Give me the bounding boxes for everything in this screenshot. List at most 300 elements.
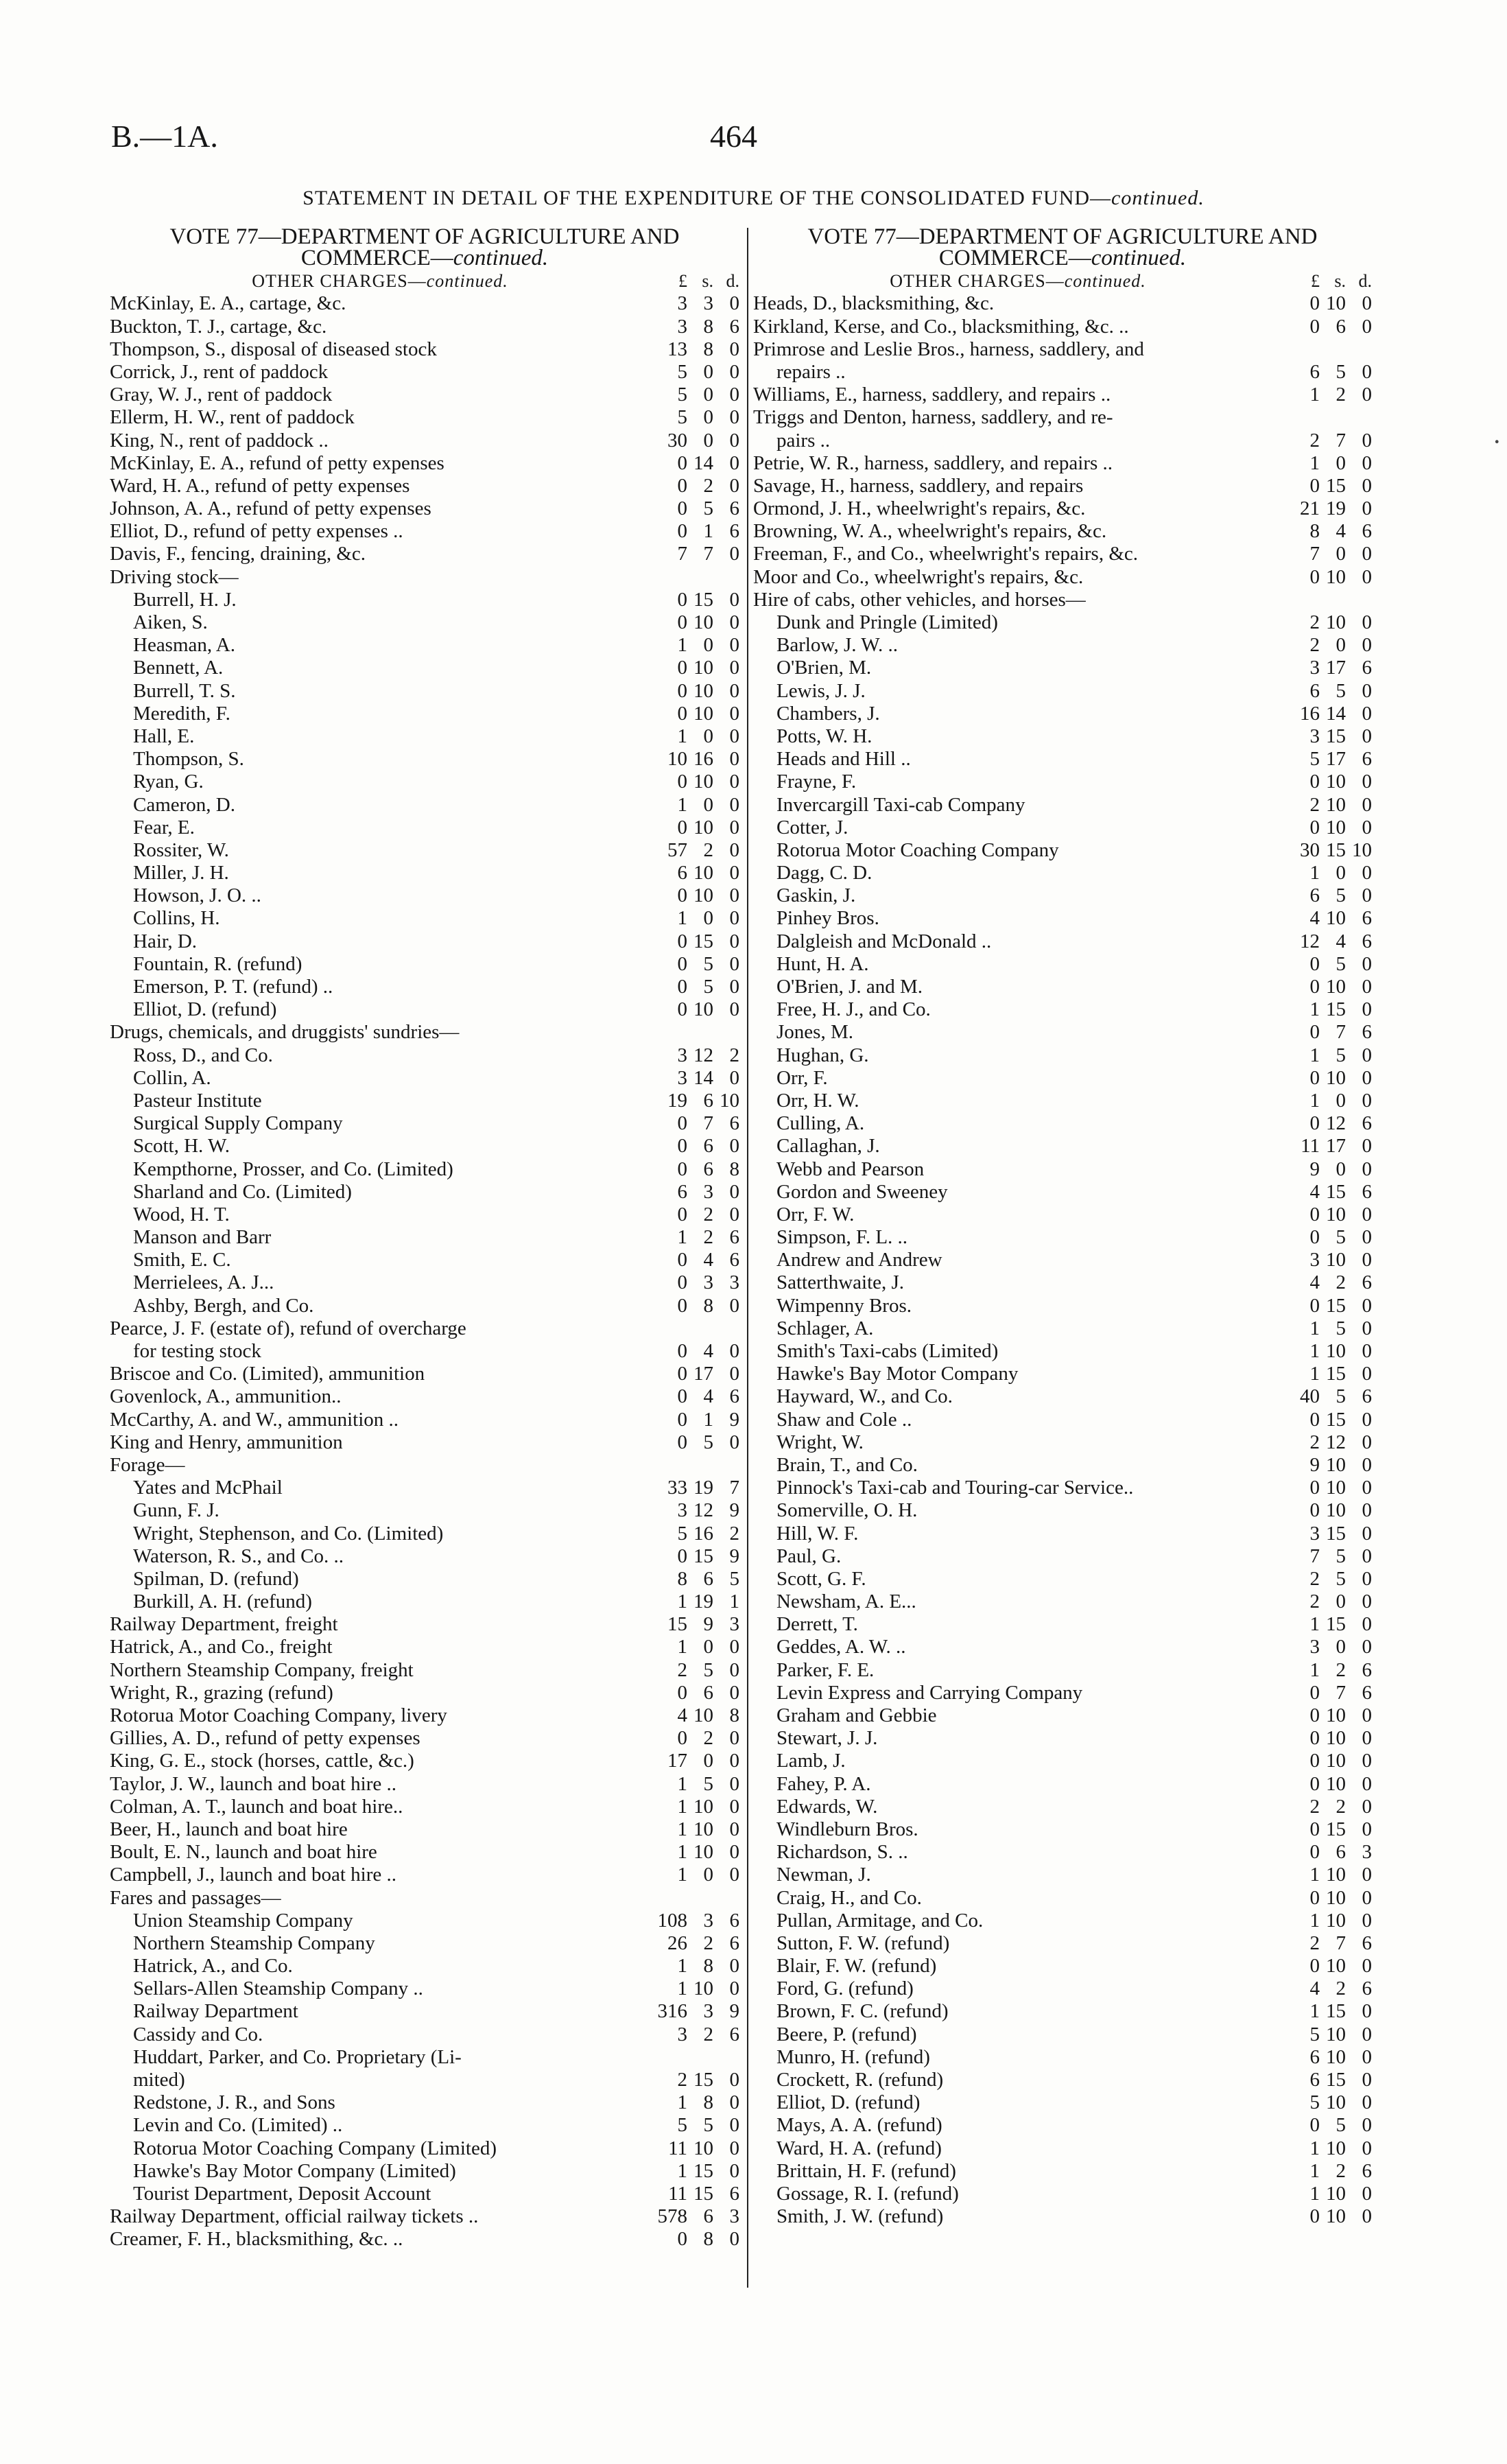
ledger-row (753, 861, 1372, 884)
right-vote-line1: VOTE 77—DEPARTMENT OF AGRICULTURE AND (807, 224, 1318, 249)
entry-label: Pinnock's Taxi-cab and Touring-car Service.. (776, 1477, 1134, 1499)
amount-pounds: 0 (677, 1681, 687, 1704)
entry-label: Schlager, A. (776, 1317, 874, 1339)
amount-pounds: 0 (677, 611, 687, 633)
entry-label: Primrose and Leslie Bros., harness, saddlery, and (753, 338, 1144, 360)
amount-pounds: 3 (677, 1066, 687, 1089)
amount-shillings: 5 (703, 497, 713, 520)
amount-shillings: 8 (703, 2091, 713, 2114)
amount-shillings: 10 (1326, 2023, 1346, 2045)
amount-shillings: 15 (1326, 2000, 1346, 2023)
amount-pence: 0 (1362, 725, 1372, 747)
amount-shillings: 5 (703, 2114, 713, 2137)
amount-pounds: 13 (667, 338, 687, 360)
amount-shillings: 15 (693, 930, 713, 952)
entry-label: Ashby, Bergh, and Co. (133, 1295, 314, 1317)
ledger-row (753, 929, 1372, 952)
amount-shillings: 4 (1336, 930, 1346, 952)
amount-shillings: 7 (703, 543, 713, 565)
amount-pence: 0 (1362, 315, 1372, 338)
entry-label: Frayne, F. (776, 771, 857, 793)
ledger-row (110, 1225, 739, 1248)
ledger-row (110, 519, 739, 542)
ledger-row (753, 1726, 1372, 1749)
amount-pounds: 316 (657, 2000, 687, 2023)
ledger-row (110, 1248, 739, 1271)
ledger-row (753, 2205, 1372, 2227)
amount-shillings: 2 (1336, 1658, 1346, 1681)
entry-label: Hunt, H. A. (776, 953, 869, 975)
amount-pence: 0 (1362, 952, 1372, 975)
amount-pence: 0 (729, 2091, 739, 2114)
amount-pounds: 108 (657, 1909, 687, 1932)
amount-pounds: 1 (677, 793, 687, 816)
amount-pounds: 0 (677, 657, 687, 679)
amount-pence: 0 (729, 1795, 739, 1818)
amount-shillings: 0 (1336, 451, 1346, 474)
entry-label: Culling, A. (776, 1113, 865, 1135)
entry-label: Northern Steamship Company, freight (110, 1659, 414, 1681)
amount-shillings: 0 (703, 793, 713, 816)
amount-pence: 0 (729, 952, 739, 975)
ledger-row (753, 633, 1372, 656)
entry-label: Cassidy and Co. (133, 2023, 263, 2045)
ledger-row (753, 725, 1372, 747)
entry-label: Sharland and Co. (Limited) (133, 1181, 352, 1203)
amount-shillings: 10 (1326, 1750, 1346, 1772)
amount-shillings: 5 (1336, 1044, 1346, 1066)
entry-label: Levin and Co. (Limited) .. (133, 2115, 343, 2137)
amount-pounds: 0 (677, 1431, 687, 1453)
amount-pence: 0 (1362, 1408, 1372, 1431)
entry-label: Cotter, J. (776, 817, 849, 838)
ledger-row (110, 1431, 739, 1453)
amount-shillings: 2 (703, 1226, 713, 1249)
amount-shillings: 2 (703, 1932, 713, 1954)
amount-pence: 0 (729, 384, 739, 406)
pounds-header: £ (1311, 271, 1320, 292)
amount-pence: 8 (729, 1158, 739, 1180)
entry-label: Chambers, J. (776, 703, 880, 725)
entry-label: Windleburn Bros. (776, 1818, 918, 1840)
amount-pence: 0 (729, 816, 739, 838)
amount-pounds: 0 (1309, 1226, 1320, 1249)
amount-pounds: 0 (677, 930, 687, 952)
left-other-charges-label: OTHER CHARGES—continued. (252, 271, 508, 292)
entry-label: Hatrick, A., and Co. (133, 1956, 293, 1978)
ledger-row (753, 1453, 1372, 1476)
ledger-row (753, 1476, 1372, 1499)
ledger-row (110, 1863, 739, 1886)
ledger-row (110, 1612, 739, 1635)
amount-pounds: 0 (677, 1363, 687, 1385)
ledger-row (110, 360, 739, 383)
amount-shillings: 12 (1326, 1112, 1346, 1135)
ledger-row (753, 1749, 1372, 1772)
entry-label: Sellars-Allen Steamship Company .. (133, 1978, 423, 2000)
amount-shillings: 1 (703, 1408, 713, 1431)
amount-pounds: 0 (677, 474, 687, 497)
entry-label: Wright, Stephenson, and Co. (Limited) (133, 1523, 444, 1545)
entry-label: Munro, H. (refund) (776, 2046, 930, 2068)
amount-pence: 0 (1362, 1750, 1372, 1772)
ledger-row (753, 975, 1372, 998)
amount-pence: 0 (729, 679, 739, 702)
amount-shillings: 6 (703, 1567, 713, 1590)
amount-pence: 0 (1362, 862, 1372, 884)
amount-pence: 0 (729, 360, 739, 383)
amount-pence: 0 (729, 634, 739, 657)
amount-shillings: 10 (1326, 1727, 1346, 1750)
amount-pounds: 1 (677, 725, 687, 747)
amount-shillings: 3 (703, 292, 713, 315)
amount-pounds: 3 (677, 1044, 687, 1066)
right-other-charges-label: OTHER CHARGES—continued. (890, 271, 1146, 292)
ledger-row (753, 656, 1372, 679)
amount-pounds: 2 (1309, 793, 1320, 816)
amount-pence: 6 (1362, 1271, 1372, 1294)
amount-pounds: 3 (677, 292, 687, 315)
amount-shillings: 0 (1336, 1591, 1346, 1613)
ledger-row (110, 338, 739, 360)
amount-pounds: 1 (677, 1591, 687, 1613)
entry-label: Hair, D. (133, 930, 198, 952)
amount-shillings: 10 (1326, 1066, 1346, 1089)
amount-pence: 0 (1362, 976, 1372, 998)
entry-label: Waterson, R. S., and Co. .. (133, 1545, 344, 1567)
amount-shillings: 19 (693, 1477, 713, 1499)
entry-label: Gunn, F. J. (133, 1500, 219, 1522)
ledger-row (753, 1499, 1372, 1521)
amount-shillings: 5 (1336, 2114, 1346, 2137)
amount-pounds: 1 (1309, 2182, 1320, 2205)
entry-label: Hall, E. (133, 725, 195, 747)
ledger-row (753, 1521, 1372, 1544)
ledger-row (110, 2227, 739, 2250)
entry-label: Scott, H. W. (133, 1136, 230, 1158)
amount-shillings: 10 (1326, 771, 1346, 793)
amount-pounds: 1 (1309, 1658, 1320, 1681)
ledger-row (110, 383, 739, 406)
amount-shillings: 10 (693, 771, 713, 793)
amount-pounds: 0 (677, 451, 687, 474)
amount-pounds: 0 (677, 1203, 687, 1225)
amount-shillings: 2 (703, 2023, 713, 2045)
amount-pence: 9 (729, 1545, 739, 1567)
amount-pounds: 3 (1309, 1249, 1320, 1271)
entry-label: Fahey, P. A. (776, 1773, 871, 1795)
ledger-row (753, 679, 1372, 701)
entry-label: Wimpenny Bros. (776, 1295, 912, 1317)
ledger-row (753, 1180, 1372, 1203)
amount-pounds: 19 (667, 1089, 687, 1112)
amount-pounds: 0 (677, 1158, 687, 1180)
amount-pounds: 4 (1309, 1180, 1320, 1203)
ledger-row (753, 1612, 1372, 1635)
entry-label: Govenlock, A., ammunition.. (110, 1386, 342, 1408)
amount-pounds: 26 (667, 1932, 687, 1954)
amount-shillings: 0 (703, 907, 713, 930)
entry-label: O'Brien, J. and M. (776, 976, 923, 998)
entry-label: Wood, H. T. (133, 1204, 230, 1225)
entry-label: Surgical Supply Company (133, 1113, 343, 1135)
amount-pence: 6 (729, 1226, 739, 1249)
ledger-row (753, 1407, 1372, 1430)
amount-pounds: 0 (677, 702, 687, 725)
amount-shillings: 10 (1326, 2137, 1346, 2159)
entry-label: Ward, H. A. (refund) (776, 2137, 942, 2159)
amount-pounds: 5 (1309, 748, 1320, 771)
amount-pounds: 0 (677, 884, 687, 907)
amount-shillings: 10 (693, 816, 713, 838)
amount-pounds: 1 (1309, 1044, 1320, 1066)
ledger-row (110, 1681, 739, 1704)
entry-label: Free, H. J., and Co. (776, 999, 931, 1021)
amount-pounds: 1 (677, 1772, 687, 1795)
ledger-row (110, 1590, 739, 1612)
amount-pence: 0 (729, 838, 739, 861)
entry-label: pairs .. (776, 430, 831, 451)
ledger-row (753, 1863, 1372, 1886)
entry-label: Elliot, D., refund of petty expenses .. (110, 521, 403, 543)
entry-label: Drugs, chemicals, and druggists' sundries— (110, 1022, 460, 1044)
amount-shillings: 15 (1326, 1294, 1346, 1317)
amount-shillings: 15 (1326, 474, 1346, 497)
ledger-row (110, 1339, 739, 1362)
amount-shillings: 16 (693, 1522, 713, 1545)
amount-shillings: 15 (693, 1545, 713, 1567)
amount-shillings: 10 (1326, 1772, 1346, 1795)
ledger-row (110, 1271, 739, 1293)
amount-pounds: 4 (1309, 1271, 1320, 1294)
entry-label: Gray, W. J., rent of paddock (110, 384, 333, 406)
entry-label: Burrell, T. S. (133, 680, 236, 702)
entry-label: Campbell, J., launch and boat hire .. (110, 1864, 396, 1886)
amount-pounds: 11 (668, 2182, 687, 2205)
ledger-row (753, 2068, 1372, 2091)
amount-pounds: 1 (1309, 1864, 1320, 1886)
entry-label: Elliot, D. (refund) (776, 2092, 921, 2114)
amount-pounds: 33 (667, 1477, 687, 1499)
amount-pence: 0 (729, 1841, 739, 1864)
amount-shillings: 0 (703, 1636, 713, 1658)
amount-pounds: 9 (1309, 1158, 1320, 1180)
entry-label: Hawke's Bay Motor Company (776, 1363, 1019, 1385)
amount-pence: 0 (1362, 543, 1372, 565)
amount-pounds: 2 (1309, 1795, 1320, 1818)
amount-pounds: 3 (1309, 725, 1320, 747)
entry-label: Savage, H., harness, saddlery, and repairs (753, 475, 1084, 497)
amount-shillings: 10 (693, 1818, 713, 1840)
entry-label: Hawke's Bay Motor Company (Limited) (133, 2160, 456, 2182)
ledger-row (110, 1977, 739, 1999)
amount-pounds: 0 (677, 1271, 687, 1294)
right-vote-heading (753, 226, 1372, 269)
amount-pence: 0 (1362, 1955, 1372, 1978)
amount-shillings: 5 (1336, 1385, 1346, 1408)
entry-label: Shaw and Cole .. (776, 1409, 912, 1431)
ledger-row (753, 2045, 1372, 2068)
ledger-row (110, 1567, 739, 1590)
amount-pence: 0 (1362, 1795, 1372, 1818)
amount-shillings: 0 (1336, 1089, 1346, 1112)
amount-pounds: 0 (1309, 1841, 1320, 1864)
amount-pounds: 0 (677, 1249, 687, 1271)
entry-label: Colman, A. T., launch and boat hire.. (110, 1796, 403, 1818)
entry-label: Somerville, O. H. (776, 1500, 918, 1522)
entry-label: Railway Department, freight (110, 1614, 338, 1636)
entry-label: Thompson, S., disposal of diseased stock (110, 338, 437, 360)
ledger-row (753, 793, 1372, 815)
entry-label: Mays, A. A. (refund) (776, 2115, 942, 2137)
entry-label: Northern Steamship Company (133, 1932, 375, 1954)
amount-pence: 3 (729, 1613, 739, 1636)
amount-pence: 0 (1362, 1591, 1372, 1613)
amount-shillings: 14 (693, 451, 713, 474)
amount-pence: 0 (1362, 1772, 1372, 1795)
amount-shillings: 0 (703, 1750, 713, 1772)
amount-shillings: 15 (1326, 1818, 1346, 1840)
amount-pence: 0 (1362, 1636, 1372, 1658)
amount-pence: 1 (729, 1591, 739, 1613)
ledger-row (110, 1180, 739, 1203)
amount-pounds: 0 (1309, 474, 1320, 497)
ledger-row (110, 588, 739, 611)
ledger-row (110, 1203, 739, 1225)
ledger-row (753, 884, 1372, 906)
ledger-row (753, 1681, 1372, 1704)
entry-label: Jones, M. (776, 1022, 853, 1044)
amount-shillings: 0 (1336, 1636, 1346, 1658)
amount-pounds: 2 (1309, 1932, 1320, 1954)
amount-pounds: 0 (1309, 1408, 1320, 1431)
ledger-row (753, 1089, 1372, 1112)
amount-pounds: 5 (1309, 2023, 1320, 2045)
ledger-row (110, 428, 739, 451)
amount-pounds: 1 (677, 1226, 687, 1249)
left-column (110, 226, 739, 2250)
amount-shillings: 17 (693, 1363, 713, 1385)
amount-pence: 0 (1362, 1203, 1372, 1225)
ledger-row (753, 1066, 1372, 1089)
amount-shillings: 7 (1336, 1021, 1346, 1044)
amount-pence: 0 (1362, 2069, 1372, 2091)
entry-label: Paul, G. (776, 1545, 842, 1567)
amount-pence: 0 (729, 1340, 739, 1362)
amount-pounds: 4 (1309, 1978, 1320, 2000)
amount-pounds: 1 (1309, 1909, 1320, 1932)
ledger-row (753, 702, 1372, 725)
amount-pounds: 3 (1309, 1636, 1320, 1658)
amount-pence: 0 (1362, 884, 1372, 907)
amount-pounds: 4 (1309, 907, 1320, 930)
amount-pounds: 0 (1309, 771, 1320, 793)
ledger-row (753, 406, 1372, 428)
amount-pence: 0 (1362, 292, 1372, 315)
amount-pence: 0 (729, 543, 739, 565)
amount-shillings: 2 (1336, 384, 1346, 406)
entry-label: Newsham, A. E... (776, 1591, 916, 1613)
ledger-row (110, 1886, 739, 1908)
amount-pounds: 3 (1309, 657, 1320, 679)
amount-pounds: 0 (1309, 1955, 1320, 1978)
ledger-row (753, 747, 1372, 770)
entry-label: Smith, E. C. (133, 1249, 231, 1271)
ledger-row (753, 1225, 1372, 1248)
entry-label: Beer, H., launch and boat hire (110, 1818, 348, 1840)
entry-label: Ross, D., and Co. (133, 1044, 273, 1066)
ledger-row (110, 406, 739, 428)
amount-pounds: 12 (1300, 930, 1320, 952)
amount-shillings: 15 (1326, 838, 1346, 861)
entry-label: Brown, F. C. (refund) (776, 2001, 949, 2023)
amount-pounds: 11 (1301, 1135, 1320, 1158)
entry-label: Crockett, R. (refund) (776, 2069, 944, 2091)
amount-shillings: 15 (1326, 1408, 1346, 1431)
entry-label: Redstone, J. R., and Sons (133, 2092, 335, 2114)
amount-shillings: 10 (1326, 1453, 1346, 1476)
amount-shillings: 5 (1336, 1317, 1346, 1339)
ledger-row (753, 1590, 1372, 1612)
amount-pounds: 1 (1309, 1317, 1320, 1339)
entry-label: Miller, J. H. (133, 863, 229, 884)
entry-label: Andrew and Andrew (776, 1249, 942, 1271)
amount-pence: 0 (729, 1135, 739, 1158)
entry-label: Hill, W. F. (776, 1523, 859, 1545)
entry-label: Webb and Pearson (776, 1158, 925, 1180)
entry-label: Scott, G. F. (776, 1568, 866, 1590)
amount-pounds: 0 (677, 679, 687, 702)
left-vote-line2: COMMERCE—continued. (300, 246, 549, 270)
amount-pounds: 1 (677, 1818, 687, 1840)
amount-shillings: 0 (1336, 543, 1346, 565)
ledger-row (110, 1795, 739, 1818)
amount-pence: 0 (729, 1818, 739, 1840)
entry-label: Ellerm, H. W., rent of paddock (110, 407, 355, 429)
amount-pounds: 1 (1309, 998, 1320, 1021)
amount-pence: 0 (729, 748, 739, 771)
entry-label: Wright, W. (776, 1431, 864, 1453)
amount-pence: 6 (1362, 1681, 1372, 1704)
amount-pence: 6 (729, 2182, 739, 2205)
amount-shillings: 10 (1326, 1340, 1346, 1362)
amount-pounds: 0 (1309, 1681, 1320, 1704)
amount-shillings: 3 (703, 1271, 713, 1294)
amount-shillings: 12 (1326, 1431, 1346, 1453)
entry-label: Elliot, D. (refund) (133, 999, 277, 1021)
amount-pounds: 5 (677, 1522, 687, 1545)
ledger-row (753, 542, 1372, 565)
amount-pence: 6 (1362, 2159, 1372, 2182)
ledger-row (110, 1840, 739, 1863)
amount-pence: 3 (729, 1271, 739, 1294)
amount-shillings: 19 (1326, 497, 1346, 520)
entry-label: Moor and Co., wheelwright's repairs, &c. (753, 566, 1084, 588)
amount-pounds: 8 (677, 1567, 687, 1590)
amount-pounds: 6 (1309, 884, 1320, 907)
amount-pounds: 57 (667, 838, 687, 861)
amount-pence: 0 (729, 1203, 739, 1225)
entry-label: mited) (133, 2069, 185, 2091)
amount-pounds: 0 (677, 2228, 687, 2251)
ledger-row (753, 2182, 1372, 2205)
ledger-row (110, 998, 739, 1020)
amount-shillings: 2 (1336, 2159, 1346, 2182)
amount-shillings: 5 (1336, 884, 1346, 907)
entry-label: Meredith, F. (133, 703, 230, 725)
amount-pence: 9 (729, 2000, 739, 2023)
amount-shillings: 17 (1326, 748, 1346, 771)
